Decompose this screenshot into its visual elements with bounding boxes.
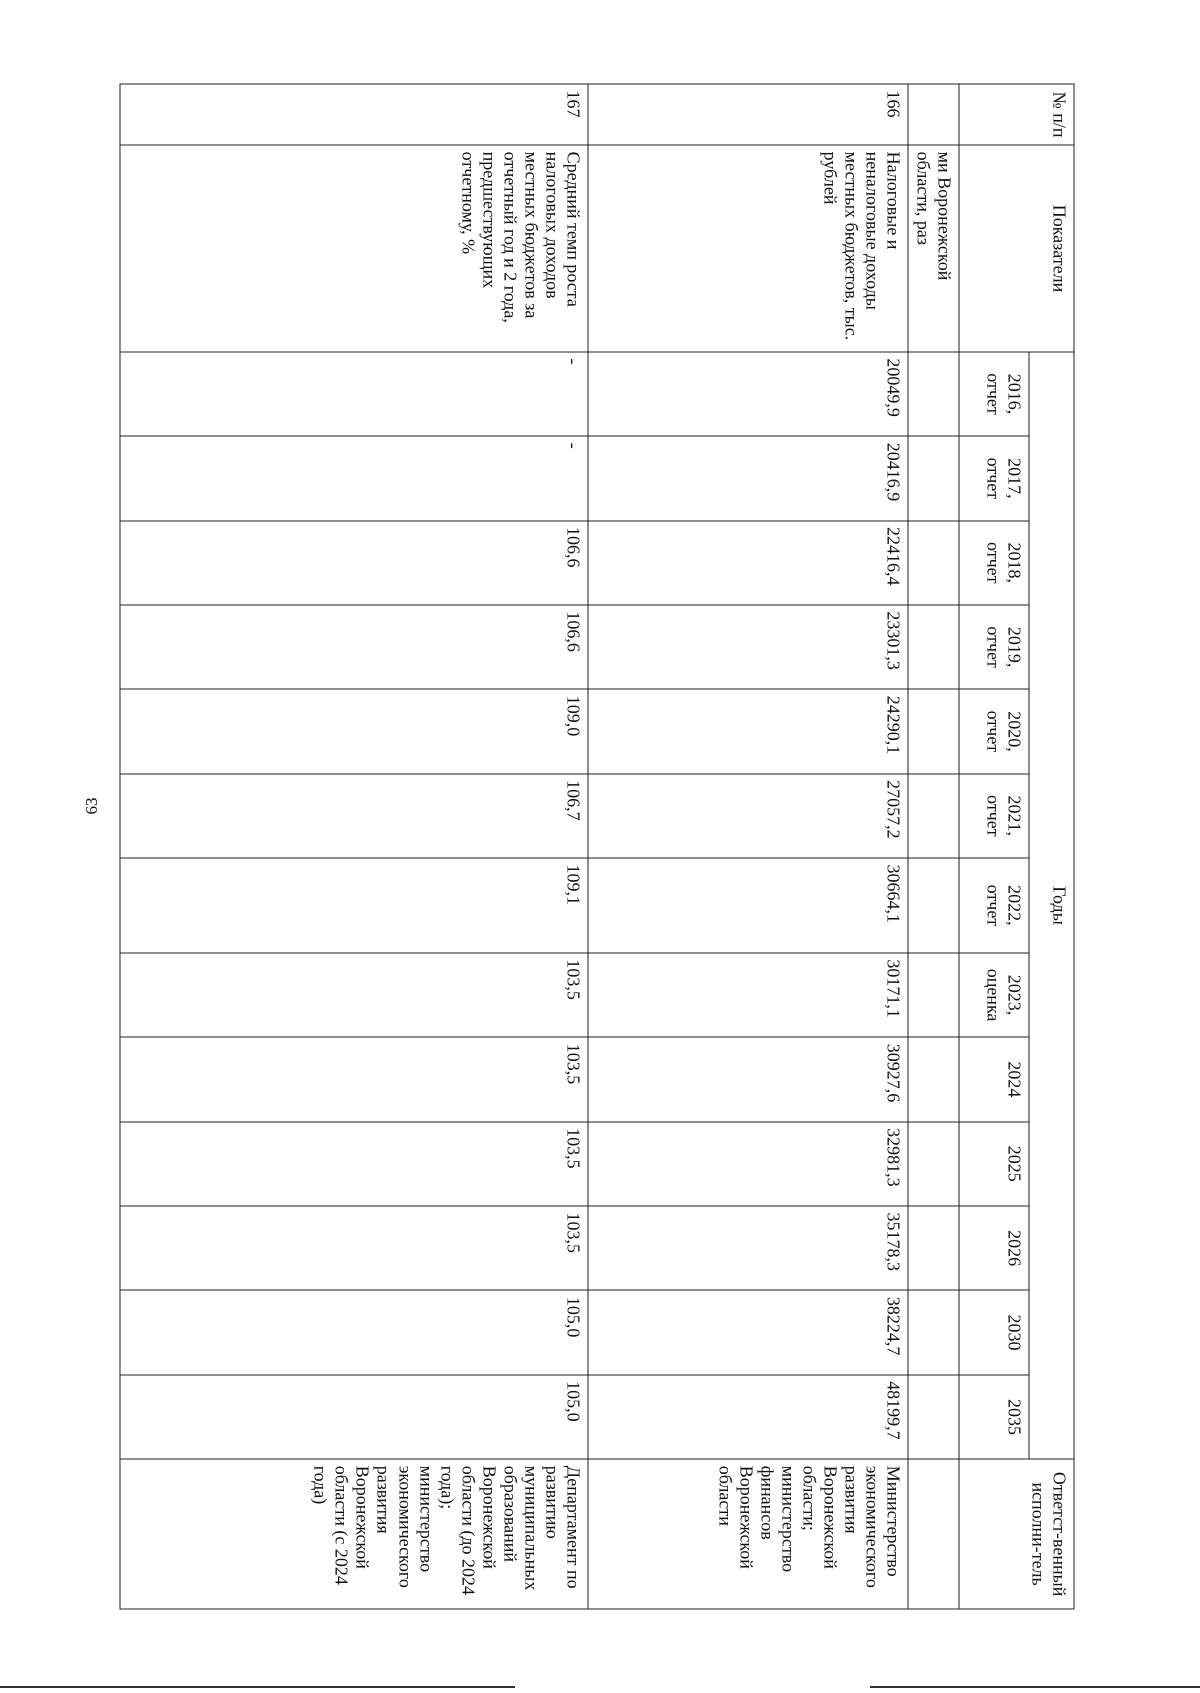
continuation-num-cell — [908, 84, 959, 145]
table-row — [588, 84, 908, 1609]
header-indicators: Показатели — [959, 145, 1074, 352]
row-responsible: Департамент по развитию муниципальных образований Воронежской области (до 2024 года); министерство экономического развития Воронежской области (с 2024 года) — [120, 1459, 588, 1609]
row-num: 167 — [120, 84, 588, 145]
value-cell: 22416,4 — [588, 520, 908, 604]
value-cell: 105,0 — [120, 1374, 588, 1459]
header-year: 2026 — [959, 1205, 1029, 1289]
header-year: 2035 — [959, 1374, 1029, 1459]
header-year: 2020, отчет — [959, 689, 1029, 773]
value-cell: 30664,1 — [588, 857, 908, 952]
header-year: 2023, оценка — [959, 952, 1029, 1036]
indicators-table — [119, 83, 1074, 1609]
header-year: 2022, отчет — [959, 857, 1029, 952]
value-cell: - — [120, 351, 588, 435]
value-cell: 105,0 — [120, 1290, 588, 1374]
header-row — [1029, 84, 1074, 1609]
header-year: 2024 — [959, 1037, 1029, 1121]
row-indicator: Средний темп роста налоговых доходов местных бюджетов за отчетный год и 2 года, предшествующих отчетному, % — [120, 145, 588, 352]
value-cell: 35178,3 — [588, 1205, 908, 1289]
page-number: 63 — [82, 797, 101, 815]
value-cell: 103,5 — [120, 1037, 588, 1121]
header-years-group: Годы — [1029, 351, 1074, 1458]
value-cell: 24290,1 — [588, 689, 908, 773]
row-indicator: Налоговые и неналоговые доходы местных бюджетов, тыс. рублей — [588, 145, 908, 352]
value-cell: 32981,3 — [588, 1121, 908, 1205]
header-year: 2018, отчет — [959, 520, 1029, 604]
row-responsible: Министерство экономического развития Воронежской области; министерство финансов Воронежской области — [588, 1459, 908, 1609]
continuation-responsible-cell — [908, 1459, 959, 1609]
scan-edge-line — [0, 1686, 515, 1688]
header-year: 2016, отчет — [959, 351, 1029, 435]
header-responsible: Ответст-венный исполни-тель — [959, 1459, 1074, 1609]
indicators-table-wrapper — [140, 83, 1075, 1609]
value-cell: 30927,6 — [588, 1037, 908, 1121]
header-year: 2025 — [959, 1121, 1029, 1205]
header-num: № п/п — [959, 84, 1074, 145]
header-year: 2021, отчет — [959, 773, 1029, 857]
header-year: 2030 — [959, 1290, 1029, 1374]
value-cell: 30171,1 — [588, 952, 908, 1036]
value-cell: - — [120, 436, 588, 520]
value-cell: 103,5 — [120, 1205, 588, 1289]
value-cell: 20049,9 — [588, 351, 908, 435]
value-cell: 103,5 — [120, 952, 588, 1036]
scan-edge-line — [870, 1686, 1200, 1688]
continuation-text: ми Воронежской области, раз — [908, 145, 959, 352]
value-cell: 109,1 — [120, 857, 588, 952]
value-cell: 23301,3 — [588, 604, 908, 688]
value-cell: 27057,2 — [588, 773, 908, 857]
header-year: 2017, отчет — [959, 436, 1029, 520]
value-cell: 38224,7 — [588, 1290, 908, 1374]
value-cell: 109,0 — [120, 689, 588, 773]
row-num: 166 — [588, 84, 908, 145]
table-row — [120, 84, 588, 1609]
value-cell: 106,6 — [120, 604, 588, 688]
header-year: 2019, отчет — [959, 604, 1029, 688]
value-cell: 20416,9 — [588, 436, 908, 520]
continuation-row — [908, 84, 959, 1609]
value-cell: 103,5 — [120, 1121, 588, 1205]
value-cell: 106,6 — [120, 520, 588, 604]
value-cell: 48199,7 — [588, 1374, 908, 1459]
value-cell: 106,7 — [120, 773, 588, 857]
